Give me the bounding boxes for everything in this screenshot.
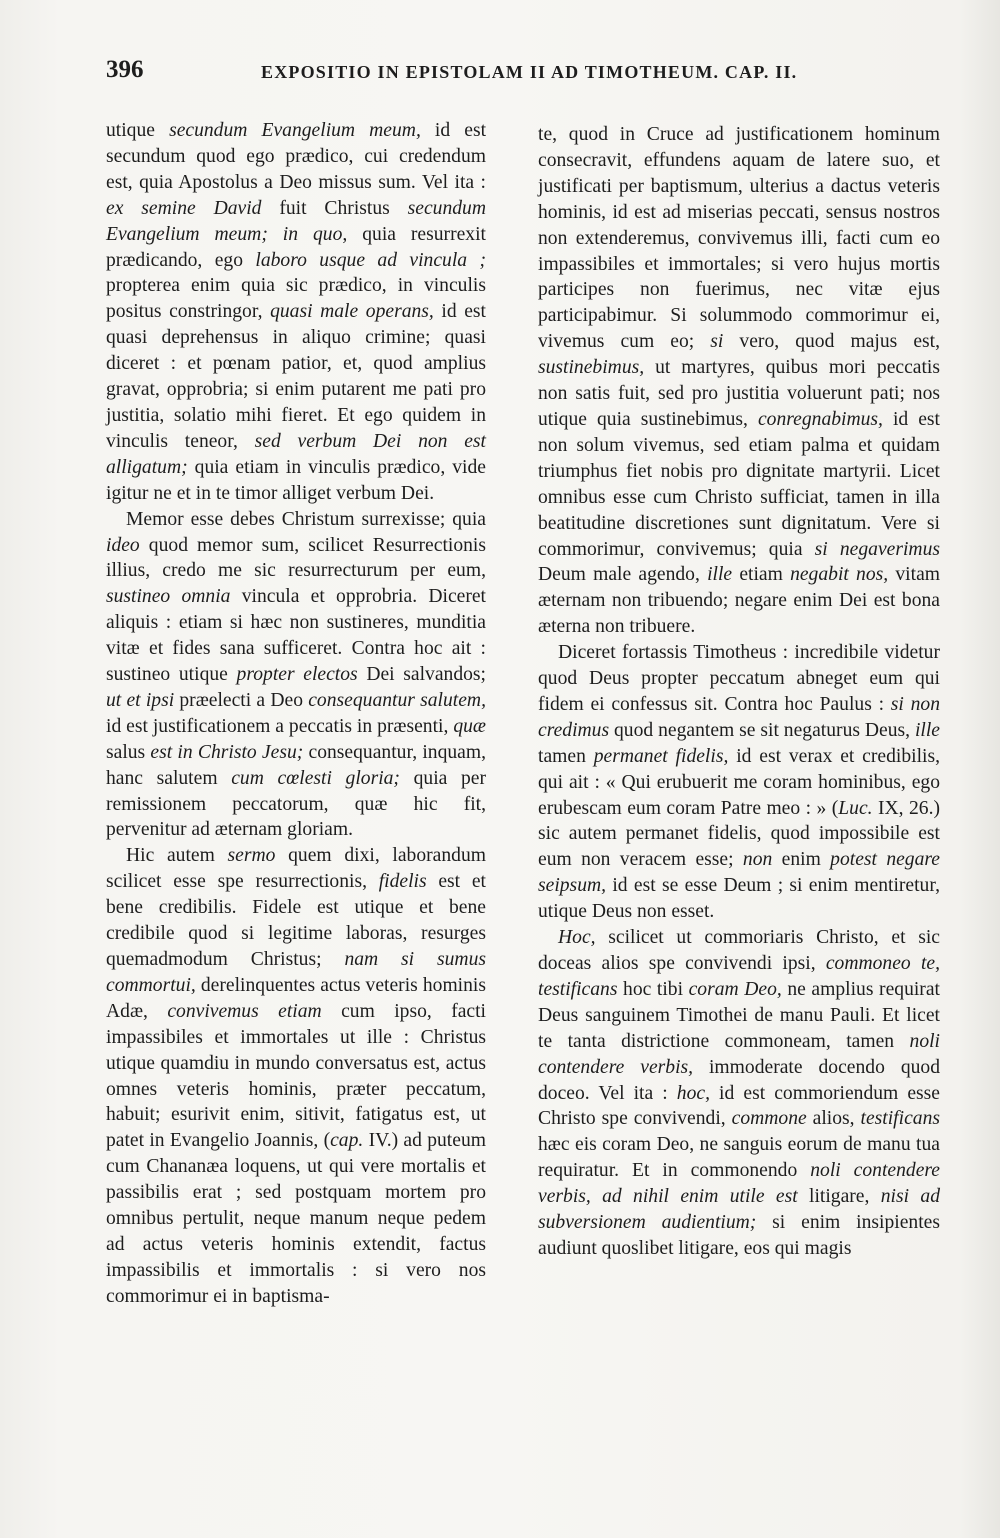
text-run: id est secundum quod ego prædico, cui credendum est, quia Apostolus a Deo missus sum. Vel ita : bbox=[106, 120, 487, 193]
italic-run: testificans bbox=[860, 1108, 940, 1130]
page-number: 396 bbox=[106, 56, 144, 83]
page-header bbox=[106, 56, 796, 92]
italic-run: hoc, bbox=[676, 1082, 710, 1104]
left-text-column bbox=[106, 118, 486, 1310]
italic-run: secundum Evangelium meum, bbox=[169, 120, 421, 141]
text-run: id est se esse Deum ; si enim mentiretur, utique Deus non esset. bbox=[538, 875, 940, 923]
text-run: quia etiam in vinculis prædico, vide igitur ne et in te timor alliget verbum Dei. bbox=[106, 456, 486, 504]
italic-run: quasi male operans, bbox=[270, 301, 434, 323]
text-run: vitam æternam non tribuendo; negare enim Dei est bona æterna non tribuere. bbox=[538, 564, 941, 638]
italic-run: nam si sumus commortui, bbox=[106, 949, 487, 996]
italic-run: conregnabimus, bbox=[757, 408, 883, 430]
italic-run: commoneo te, testificans bbox=[538, 953, 940, 1000]
italic-run: ut et ipsi bbox=[106, 689, 175, 711]
italic-run: noli contendere verbis, bbox=[538, 1030, 940, 1078]
text-run: quia resurrexit prædicando, ego bbox=[106, 223, 486, 271]
italic-run: si bbox=[710, 331, 724, 353]
text-run: vincula et opprobria. Diceret aliquis : etiam si hæc non sustineres, munditia vitæ et fides sana sufficeret. Contra hoc ait : sustineo utique bbox=[106, 586, 486, 686]
italic-run: convivemus etiam bbox=[167, 1000, 322, 1022]
italic-run: cap. bbox=[330, 1130, 364, 1152]
italic-run: est in Christo Jesu; bbox=[150, 741, 304, 763]
italic-run: ideo bbox=[106, 534, 140, 556]
text-run: hæc eis coram Deo, ne sanguis eorum de manu tua requiratur. Et in commonendo bbox=[538, 1134, 940, 1182]
italic-run: noli contendere verbis, ad nihil enim utile est bbox=[538, 1160, 940, 1208]
text-run: quod memor sum, scilicet Resurrectionis illius, credo me sic resurrecturum per eum, bbox=[106, 534, 486, 582]
text-run: IV.) ad puteum cum Chananæa loquens, ut qui vere mortalis et passibilis erat ; sed postquam mortem pro omnibus pertulit, neque manum neque pedem ad actus veteris hominis extendit, factus impassibilis et immortalis : si vero nos commorimur ei in baptisma- bbox=[106, 1130, 486, 1307]
text-run: consequantur, inquam, hanc salutem bbox=[106, 741, 486, 789]
text-run: ut martyres, quibus mori peccatis non satis fuit, sed pro justitia voluerunt pati; nos utique quia sustinebimus, bbox=[538, 357, 940, 430]
text-run: fuit Christus bbox=[261, 197, 408, 219]
italic-run: sustinebimus, bbox=[538, 357, 645, 379]
text-run: litigare, bbox=[797, 1186, 881, 1208]
text-run: Memor esse debes Christum surrexisse; quia bbox=[126, 508, 486, 530]
text-run: cum ipso, facti impassibiles et immortales ut ille : Christus utique quamdiu in mundo conversatus est, actus omnes veteris hominis, præter peccatum, habuit; esurivit enim, sitivit, fatigatus est, ut patet in Evangelio Joannis, ( bbox=[106, 1000, 486, 1152]
italic-run: propter electos bbox=[236, 664, 358, 686]
italic-run: si negaverimus bbox=[814, 538, 940, 560]
text-run: Hic autem bbox=[126, 845, 228, 867]
text-run: id est non solum vivemus, sed etiam palma et quidam triumphus fiet nobis pro dignitate martyrii. Licet omnibus esse cum Christo sufficiat, tamen in illa beatitudine discretiones sunt dignitatum. Vere si commorimur, convivemus; quia bbox=[538, 408, 940, 560]
paragraph bbox=[106, 843, 486, 1309]
text-run: Dei salvandos; bbox=[357, 664, 486, 686]
italic-run: sed verbum Dei non est alligatum; bbox=[106, 430, 486, 478]
italic-run: negabit nos, bbox=[790, 564, 889, 586]
italic-run: sustineo omnia bbox=[106, 586, 231, 608]
italic-run: quæ bbox=[453, 715, 486, 737]
text-run: Diceret fortassis Timotheus : incredibile videtur quod Deus propter peccatum abneget eum qui fidem ei confessus sit. Contra hoc Paulus : bbox=[538, 642, 940, 715]
text-run: quem dixi, laborandum scilicet esse spe resurrectionis, bbox=[106, 845, 486, 893]
text-run: id est verax et credibilis, qui ait : « Qui erubuerit me coram hominibus, ego erubescam eum coram Patre meo : » ( bbox=[538, 745, 940, 819]
italic-run: cum cœlesti gloria; bbox=[231, 767, 400, 789]
italic-run: fidelis bbox=[378, 871, 427, 893]
italic-run: si non credimus bbox=[538, 693, 940, 741]
italic-run: consequantur salutem, bbox=[308, 689, 486, 711]
text-run: IX, 26.) sic autem permanet fidelis, quod impossibile est eum non veracem esse; bbox=[538, 797, 941, 871]
italic-run: ille bbox=[914, 719, 940, 741]
text-run: tamen bbox=[538, 745, 594, 767]
text-run: immoderate docendo quod doceo. Vel ita : bbox=[538, 1056, 941, 1104]
right-text-column bbox=[538, 122, 940, 1262]
paragraph bbox=[106, 507, 486, 844]
text-run: utique bbox=[106, 120, 170, 141]
text-run: est et bene credibilis. Fidele est utique et bene credibile quod si legitime laboras, resurges quemadmodum Christus; bbox=[106, 871, 486, 970]
italic-run: coram Deo, bbox=[688, 978, 782, 1000]
text-run: id est quasi deprehensus in aliquo crimine; quasi diceret : et pœnam patior, et, quod amplius gravat, opprobria; si enim putarent me pati pro justitia, solatio mihi fieret. Et ego quidem in vinculis teneor, bbox=[106, 301, 486, 452]
text-run: salus bbox=[106, 741, 151, 763]
paragraph bbox=[538, 640, 940, 925]
text-run: ne amplius requirat Deus sanguinem Timothei de manu Pauli. Et licet te tanta districtione commoneam, tamen bbox=[538, 978, 940, 1052]
paragraph bbox=[538, 925, 940, 1262]
text-run: præelecti a Deo bbox=[174, 689, 309, 711]
italic-run: laboro usque ad vincula ; bbox=[255, 249, 486, 271]
italic-run: secundum Evangelium meum; in quo, bbox=[106, 197, 486, 245]
text-run: propterea enim quia sic prædico, in vinculis positus constringor, bbox=[106, 275, 486, 323]
text-run: id est justificationem a peccatis in præsenti, bbox=[106, 715, 454, 737]
text-run: quia per remissionem peccatorum, quæ hic fit, pervenitur ad æternam gloriam. bbox=[106, 767, 486, 841]
italic-run: ille bbox=[707, 564, 733, 586]
text-run: hoc tibi bbox=[617, 978, 689, 1000]
italic-run: nisi ad subversionem audientium; bbox=[538, 1186, 940, 1234]
text-run: alios, bbox=[806, 1108, 861, 1130]
paragraph bbox=[106, 118, 486, 507]
running-title: EXPOSITIO IN EPISTOLAM II AD TIMOTHEUM. CAP. II. bbox=[261, 62, 798, 82]
text-run: id est commoriendum esse Christo spe convivendi, bbox=[538, 1082, 940, 1130]
italic-run: permanet fidelis, bbox=[593, 745, 729, 767]
text-run: enim bbox=[772, 849, 831, 871]
text-run: te, quod in Cruce ad justificationem hominum consecravit, effundens aquam de latere suo, et justificati per baptismum, ulterius a dactus veteris hominis, id est ad miserias peccati, sensus nostros non extenderemus, convivemus illi, facti cum eo impassibiles et immortales; si vero hujus mortis participes non fuerimus, nec vitæ ejus participabimur. Si solummodo commorimur ei, vivemus cum eo; bbox=[538, 124, 940, 353]
text-run: si enim insipientes audiunt quoslibet litigare, eos qui magis bbox=[538, 1212, 940, 1259]
text-run: scilicet ut commoriaris Christo, et sic doceas alios spe convivendi ipsi, bbox=[538, 927, 940, 974]
italic-run: ex semine David bbox=[106, 197, 262, 219]
text-run: quod negantem se sit negaturus Deus, bbox=[609, 719, 915, 741]
text-run: etiam bbox=[732, 564, 791, 586]
italic-run: commone bbox=[731, 1108, 807, 1130]
text-run: vero, quod majus est, bbox=[723, 331, 940, 353]
italic-run: Hoc, bbox=[558, 927, 596, 949]
italic-run: potest negare seipsum, bbox=[538, 849, 940, 897]
italic-run: Luc. bbox=[838, 797, 873, 819]
text-run: derelinquentes actus veteris hominis Adæ, bbox=[106, 974, 486, 1022]
italic-run: sermo bbox=[227, 845, 276, 867]
text-run: Deum male agendo, bbox=[538, 564, 708, 586]
italic-run: non bbox=[742, 849, 773, 871]
paragraph bbox=[538, 122, 940, 640]
